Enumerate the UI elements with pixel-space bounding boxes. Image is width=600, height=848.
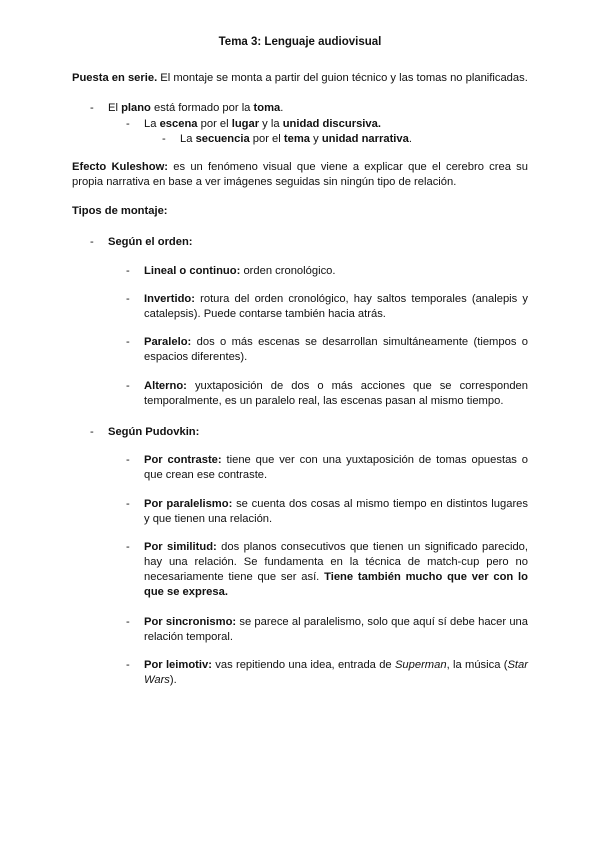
list-dash: - xyxy=(126,293,130,305)
similitud-term: Por similitud: xyxy=(144,541,217,553)
secuencia-line: La secuencia por el tema y unidad narrativa. xyxy=(180,133,412,145)
paralelo-term: Paralelo: xyxy=(144,336,192,348)
list-dash: - xyxy=(126,616,130,628)
document-title: Tema 3: Lenguaje audiovisual xyxy=(218,36,382,48)
leimotiv-item: Por leimotiv: vas repitiendo una idea, entrada de Superman, la música (Star Wars). xyxy=(144,659,528,686)
list-dash: - xyxy=(126,265,130,277)
lugar-term: lugar xyxy=(231,118,260,130)
similitud-item: Por similitud: dos planos consecutivos que tienen un significado parecido, hay una relación. Se fundamenta en la técnica de match-cup pero no necesariamente tiene que ser así. Tiene también mucho que ver con lo que se expresa. xyxy=(144,541,528,598)
list-dash: - xyxy=(126,541,130,553)
puesta-en-serie-paragraph xyxy=(72,71,532,86)
escena-term: escena xyxy=(159,118,198,130)
contraste-item: Por contraste: tiene que ver con una yuxtaposición de tomas opuestas o que crean ese contraste. xyxy=(144,454,528,481)
list-dash: - xyxy=(162,133,166,145)
plano-line: El plano está formado por la toma. xyxy=(108,102,284,114)
paralelismo-term: Por paralelismo: xyxy=(144,498,233,510)
list-dash: - xyxy=(90,426,94,438)
kuleshow-text: es un fenómeno visual que viene a explicar que el cerebro crea su propia narrativa en base a ver imágenes seguidas sin ningún tipo de relación. xyxy=(72,161,528,188)
escena-line: La escena por el lugar y la unidad discursiva. xyxy=(144,118,381,130)
kuleshow-term: Efecto Kuleshow: xyxy=(72,161,169,173)
lineal-item: Lineal o continuo: orden cronológico. xyxy=(144,265,336,277)
unidad-narrativa-term: unidad narrativa xyxy=(321,133,409,145)
list-dash: - xyxy=(126,380,130,392)
list-dash: - xyxy=(126,336,130,348)
invertido-term: Invertido: xyxy=(144,293,195,305)
list-dash: - xyxy=(126,118,130,130)
list-dash: - xyxy=(126,454,130,466)
puesta-en-serie-term: Puesta en serie. xyxy=(72,72,158,84)
paralelo-item: Paralelo: dos o más escenas se desarrollan simultáneamente (tiempos o espacios diferentes). xyxy=(144,336,528,363)
unidad-discursiva-term: unidad discursiva. xyxy=(282,118,381,130)
sincronismo-item: Por sincronismo: se parece al paralelismo, solo que aquí sí debe hacer una relación temporal. xyxy=(144,616,528,643)
leimotiv-term: Por leimotiv: xyxy=(144,659,212,671)
segun-el-orden-heading: Según el orden: xyxy=(108,236,193,248)
segun-pudovkin-heading: Según Pudovkin: xyxy=(108,426,200,438)
tema-term: tema xyxy=(283,133,310,145)
alterno-item: Alterno: yuxtaposición de dos o más acciones que se corresponden temporalmente, es un paralelo real, las escenas pasan al mismo tiempo. xyxy=(144,380,528,407)
list-dash: - xyxy=(126,659,130,671)
plano-term: plano xyxy=(121,102,151,114)
similitud-bold-tail: Tiene también mucho que ver con lo que se expresa. xyxy=(144,571,528,598)
alterno-term: Alterno: xyxy=(144,380,187,392)
list-dash: - xyxy=(90,236,94,248)
invertido-item: Invertido: rotura del orden cronológico, hay saltos temporales (analepis y catalepsis). Puede contarse también hacia atrás. xyxy=(144,293,528,320)
star-wars-title: Star Wars xyxy=(144,659,528,686)
lineal-term: Lineal o continuo: xyxy=(144,265,241,277)
contraste-term: Por contraste: xyxy=(144,454,222,466)
tipos-de-montaje-heading: Tipos de montaje: xyxy=(72,205,168,217)
puesta-en-serie-text: El montaje se monta a partir del guion técnico y las tomas no planificadas. xyxy=(157,72,528,84)
list-dash: - xyxy=(90,102,94,114)
superman-title: Superman xyxy=(394,659,447,671)
sincronismo-term: Por sincronismo: xyxy=(144,616,237,628)
toma-term: toma xyxy=(253,102,281,114)
secuencia-term: secuencia xyxy=(195,133,250,145)
paralelismo-item: Por paralelismo: se cuenta dos cosas al mismo tiempo en distintos lugares y que tienen una relación. xyxy=(144,498,529,525)
list-dash: - xyxy=(126,498,130,510)
kuleshow-paragraph xyxy=(72,160,528,190)
